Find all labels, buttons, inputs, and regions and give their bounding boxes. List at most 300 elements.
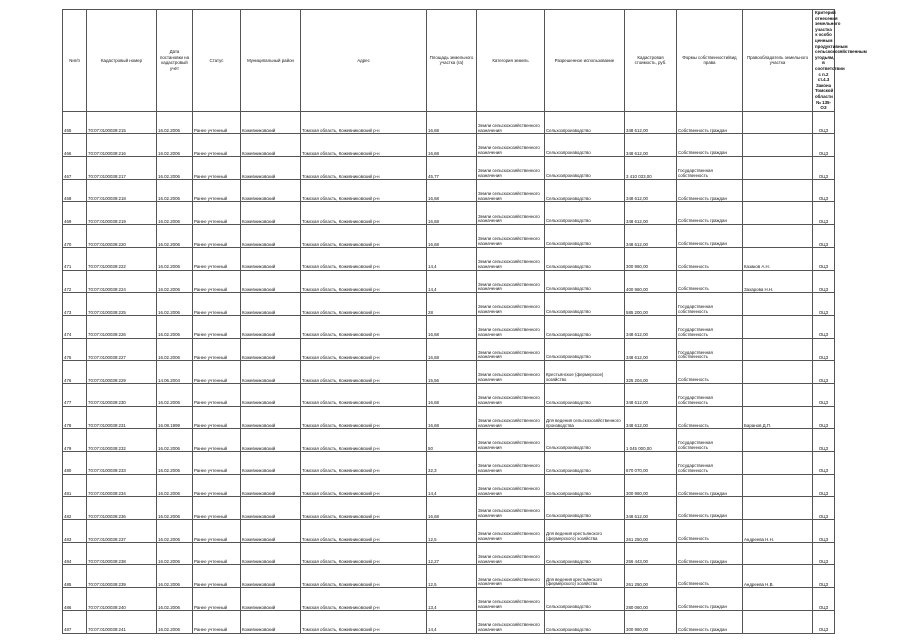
cell-ownership-form: Собственность граждан — [677, 474, 743, 497]
cell-cadastral-number: 70:07:0100039:232 — [87, 429, 157, 452]
cell-valuable-land-criterion: ОЦЗ — [813, 202, 835, 225]
cell-permitted-use: Для ведения крестьянского (фермерского) хозяйства — [545, 520, 625, 543]
cell-permitted-use: Сельхозпроизводство — [545, 225, 625, 248]
cell-registration-date: 16.02.2006 — [157, 315, 193, 338]
cell-right-holder — [743, 542, 813, 565]
cell-permitted-use: Сельхозпроизводство — [545, 270, 625, 293]
cell-district: Кожевниковский — [241, 429, 301, 452]
cell-permitted-use: Сельхозпроизводство — [545, 588, 625, 611]
cell-ownership-form: Собственность граждан — [677, 179, 743, 202]
cell-cadastral-value: 300 960,00 — [625, 610, 677, 633]
cell-land-category: Земли сельскохозяйственного назначения — [477, 157, 545, 180]
cell-address: Томская область, Кожевниковский р-н — [301, 315, 427, 338]
cell-registration-date: 16.02.2006 — [157, 588, 193, 611]
cell-district: Кожевниковский — [241, 588, 301, 611]
cell-address: Томская область, Кожевниковский р-н — [301, 361, 427, 384]
cell-right-holder — [743, 315, 813, 338]
cell-registration-date: 16.02.2006 — [157, 293, 193, 316]
cell-registration-date: 16.02.2006 — [157, 202, 193, 225]
cell-number: 466 — [63, 134, 87, 157]
table-header-row — [63, 10, 835, 112]
cell-valuable-land-criterion: ОЦЗ — [813, 338, 835, 361]
table-row — [63, 610, 835, 633]
cell-district: Кожевниковский — [241, 247, 301, 270]
cell-land-category: Земли сельскохозяйственного назначения — [477, 338, 545, 361]
cell-cadastral-number: 70:07:0100039:236 — [87, 497, 157, 520]
cell-address: Томская область, Кожевниковский р-н — [301, 179, 427, 202]
cell-cadastral-number: 70:07:0100039:226 — [87, 315, 157, 338]
cell-cadastral-number: 70:07:0100039:241 — [87, 610, 157, 633]
cell-valuable-land-criterion: ОЦЗ — [813, 610, 835, 633]
cell-number: 482 — [63, 497, 87, 520]
cell-number: 477 — [63, 383, 87, 406]
cell-area: 14,4 — [427, 270, 477, 293]
cell-area: 16,68 — [427, 111, 477, 134]
cell-address: Томская область, Кожевниковский р-н — [301, 293, 427, 316]
cell-address: Томская область, Кожевниковский р-н — [301, 134, 427, 157]
cell-cadastral-number: 70:07:0100039:229 — [87, 361, 157, 384]
cell-status: Ранее учтенный — [193, 225, 241, 248]
cell-valuable-land-criterion: ОЦЗ — [813, 247, 835, 270]
cell-ownership-form: Собственность граждан — [677, 225, 743, 248]
table-row — [63, 383, 835, 406]
cell-cadastral-value: 348 612,00 — [625, 111, 677, 134]
cell-ownership-form: Государственная собственность — [677, 315, 743, 338]
cell-area: 16,68 — [427, 338, 477, 361]
table-row — [63, 315, 835, 338]
table-row — [63, 429, 835, 452]
cell-number: 476 — [63, 361, 87, 384]
table-row — [63, 270, 835, 293]
cell-area: 16,68 — [427, 202, 477, 225]
cell-address: Томская область, Кожевниковский р-н — [301, 588, 427, 611]
cell-address: Томская область, Кожевниковский р-н — [301, 520, 427, 543]
col-header-land-category: Категория земель — [477, 10, 545, 112]
cell-cadastral-value: 280 060,00 — [625, 588, 677, 611]
cell-land-category: Земли сельскохозяйственного назначения — [477, 610, 545, 633]
cell-address: Томская область, Кожевниковский р-н — [301, 452, 427, 475]
col-header-right-holder: Правообладатель земельного участка — [743, 10, 813, 112]
cell-cadastral-value: 348 612,00 — [625, 383, 677, 406]
cell-valuable-land-criterion: ОЦЗ — [813, 225, 835, 248]
cell-permitted-use: Для ведения сельскохозяйственного производства — [545, 406, 625, 429]
cell-address: Томская область, Кожевниковский р-н — [301, 497, 427, 520]
cell-permitted-use: Сельхозпроизводство — [545, 134, 625, 157]
cell-area: 12,27 — [427, 542, 477, 565]
cell-cadastral-number: 70:07:0100039:216 — [87, 134, 157, 157]
cell-right-holder — [743, 429, 813, 452]
cell-right-holder — [743, 179, 813, 202]
cell-ownership-form: Государственная собственность — [677, 383, 743, 406]
cell-number: 469 — [63, 202, 87, 225]
cell-registration-date: 16.02.2006 — [157, 134, 193, 157]
cell-area: 16,68 — [427, 383, 477, 406]
cell-area: 13,4 — [427, 588, 477, 611]
cell-number: 465 — [63, 111, 87, 134]
cell-status: Ранее учтенный — [193, 520, 241, 543]
cell-ownership-form: Собственность граждан — [677, 497, 743, 520]
cell-address: Томская область, Кожевниковский р-н — [301, 202, 427, 225]
cell-address: Томская область, Кожевниковский р-н — [301, 383, 427, 406]
cell-right-holder: Казаков А.Н. — [743, 247, 813, 270]
table-row — [63, 588, 835, 611]
cell-district: Кожевниковский — [241, 565, 301, 588]
cell-status: Ранее учтенный — [193, 111, 241, 134]
cell-right-holder — [743, 361, 813, 384]
cell-registration-date: 16.02.2006 — [157, 610, 193, 633]
cell-land-category: Земли сельскохозяйственного назначения — [477, 111, 545, 134]
cell-ownership-form: Собственность — [677, 361, 743, 384]
table-row — [63, 202, 835, 225]
cell-status: Ранее учтенный — [193, 406, 241, 429]
cell-permitted-use: Сельхозпроизводство — [545, 179, 625, 202]
table-row — [63, 565, 835, 588]
cell-number: 479 — [63, 429, 87, 452]
cell-right-holder — [743, 293, 813, 316]
table-row — [63, 179, 835, 202]
cell-cadastral-value: 348 612,00 — [625, 406, 677, 429]
cell-area: 16,68 — [427, 315, 477, 338]
cell-registration-date: 16.02.2006 — [157, 520, 193, 543]
cell-district: Кожевниковский — [241, 361, 301, 384]
cell-district: Кожевниковский — [241, 225, 301, 248]
col-header-valuable-land-criterion: Критерий отнесения земельного участка к особо ценным продуктивным сельскохозяйственным угодьям, в соответствии с п.2 ст.4.3 Закона Томской области № 135-ОЗ — [813, 10, 835, 112]
cell-permitted-use: Сельхозпроизводство — [545, 497, 625, 520]
cell-permitted-use: Сельхозпроизводство — [545, 452, 625, 475]
col-header-number: №п/п — [63, 10, 87, 112]
cell-valuable-land-criterion: ОЦЗ — [813, 383, 835, 406]
cell-address: Томская область, Кожевниковский р-н — [301, 111, 427, 134]
cell-cadastral-number: 70:07:0100039:218 — [87, 179, 157, 202]
cell-status: Ранее учтенный — [193, 542, 241, 565]
cell-cadastral-number: 70:07:0100039:219 — [87, 202, 157, 225]
cell-permitted-use: Сельхозпроизводство — [545, 474, 625, 497]
cell-cadastral-number: 70:07:0100039:239 — [87, 565, 157, 588]
land-plots-table — [62, 9, 867, 634]
cell-valuable-land-criterion: ОЦЗ — [813, 542, 835, 565]
cell-area: 16,68 — [427, 134, 477, 157]
cell-valuable-land-criterion: ОЦЗ — [813, 520, 835, 543]
cell-address: Томская область, Кожевниковский р-н — [301, 247, 427, 270]
table-row — [63, 134, 835, 157]
cell-area: 15,56 — [427, 361, 477, 384]
table-row — [63, 406, 835, 429]
cell-land-category: Земли сельскохозяйственного назначения — [477, 520, 545, 543]
cell-status: Ранее учтенный — [193, 315, 241, 338]
cell-district: Кожевниковский — [241, 406, 301, 429]
cell-area: 12,5 — [427, 520, 477, 543]
cell-cadastral-value: 261 250,00 — [625, 520, 677, 543]
cell-cadastral-number: 70:07:0100039:217 — [87, 157, 157, 180]
cell-cadastral-number: 70:07:0100039:234 — [87, 474, 157, 497]
cell-permitted-use: Сельхозпроизводство — [545, 338, 625, 361]
cell-valuable-land-criterion: ОЦЗ — [813, 315, 835, 338]
cell-district: Кожевниковский — [241, 179, 301, 202]
cell-area: 16,68 — [427, 225, 477, 248]
cell-land-category: Земли сельскохозяйственного назначения — [477, 202, 545, 225]
col-header-registration-date: Дата постановки на кадастровый учёт — [157, 10, 193, 112]
cell-number: 472 — [63, 270, 87, 293]
cell-valuable-land-criterion: ОЦЗ — [813, 179, 835, 202]
cell-district: Кожевниковский — [241, 542, 301, 565]
cell-cadastral-value: 325 204,00 — [625, 361, 677, 384]
cell-land-category: Земли сельскохозяйственного назначения — [477, 429, 545, 452]
cell-area: 14,4 — [427, 610, 477, 633]
cell-land-category: Земли сельскохозяйственного назначения — [477, 270, 545, 293]
cell-cadastral-value: 348 612,00 — [625, 225, 677, 248]
cell-land-category: Земли сельскохозяйственного назначения — [477, 134, 545, 157]
col-header-cadastral-number: Кадастровый номер — [87, 10, 157, 112]
cell-permitted-use: Сельхозпроизводство — [545, 383, 625, 406]
cell-cadastral-value: 670 070,00 — [625, 452, 677, 475]
table-row — [63, 157, 835, 180]
cell-registration-date: 16.02.2006 — [157, 338, 193, 361]
cell-area: 50 — [427, 429, 477, 452]
cell-right-holder — [743, 383, 813, 406]
cell-valuable-land-criterion: ОЦЗ — [813, 293, 835, 316]
table-row — [63, 474, 835, 497]
cell-permitted-use: Сельхозпроизводство — [545, 293, 625, 316]
cell-permitted-use: Крестьянское (фермерское) хозяйство — [545, 361, 625, 384]
cell-status: Ранее учтенный — [193, 134, 241, 157]
cell-cadastral-number: 70:07:0100039:240 — [87, 588, 157, 611]
cell-cadastral-value: 300 960,00 — [625, 474, 677, 497]
cell-address: Томская область, Кожевниковский р-н — [301, 610, 427, 633]
cell-ownership-form: Государственная собственность — [677, 338, 743, 361]
cell-ownership-form: Собственность граждан — [677, 134, 743, 157]
cell-district: Кожевниковский — [241, 338, 301, 361]
cell-land-category: Земли сельскохозяйственного назначения — [477, 474, 545, 497]
cell-ownership-form: Собственность — [677, 270, 743, 293]
cell-status: Ранее учтенный — [193, 338, 241, 361]
cell-valuable-land-criterion: ОЦЗ — [813, 134, 835, 157]
cell-right-holder — [743, 225, 813, 248]
cell-valuable-land-criterion: ОЦЗ — [813, 429, 835, 452]
cell-right-holder — [743, 111, 813, 134]
cell-area: 12,5 — [427, 565, 477, 588]
cell-ownership-form: Собственность граждан — [677, 202, 743, 225]
cell-status: Ранее учтенный — [193, 565, 241, 588]
cell-valuable-land-criterion: ОЦЗ — [813, 361, 835, 384]
cell-address: Томская область, Кожевниковский р-н — [301, 406, 427, 429]
cell-ownership-form: Государственная собственность — [677, 429, 743, 452]
cell-number: 480 — [63, 452, 87, 475]
cell-address: Томская область, Кожевниковский р-н — [301, 542, 427, 565]
cell-ownership-form: Собственность — [677, 520, 743, 543]
cell-cadastral-value: 261 250,00 — [625, 565, 677, 588]
cell-registration-date: 16.02.2006 — [157, 225, 193, 248]
col-header-permitted-use: Разрешенное использование — [545, 10, 625, 112]
cell-number: 486 — [63, 588, 87, 611]
cell-district: Кожевниковский — [241, 452, 301, 475]
cell-right-holder: Баранов Д.П. — [743, 406, 813, 429]
col-header-status: Статус — [193, 10, 241, 112]
cell-ownership-form: Собственность граждан — [677, 111, 743, 134]
cell-number: 481 — [63, 474, 87, 497]
cell-right-holder — [743, 588, 813, 611]
cell-land-category: Земли сельскохозяйственного назначения — [477, 452, 545, 475]
cell-area: 32,3 — [427, 452, 477, 475]
cell-cadastral-value: 348 612,00 — [625, 497, 677, 520]
cell-address: Томская область, Кожевниковский р-н — [301, 338, 427, 361]
cell-district: Кожевниковский — [241, 315, 301, 338]
cell-district: Кожевниковский — [241, 134, 301, 157]
col-header-cadastral-value: Кадастровая стоимость, руб. — [625, 10, 677, 112]
cell-number: 478 — [63, 406, 87, 429]
cell-right-holder — [743, 202, 813, 225]
cell-valuable-land-criterion: ОЦЗ — [813, 588, 835, 611]
cell-permitted-use: Для ведения крестьянского (фермерского) хозяйства — [545, 565, 625, 588]
cell-cadastral-value: 300 960,00 — [625, 247, 677, 270]
cell-cadastral-value: 585 200,00 — [625, 293, 677, 316]
cell-district: Кожевниковский — [241, 270, 301, 293]
cell-number: 487 — [63, 610, 87, 633]
cell-ownership-form: Собственность граждан — [677, 588, 743, 611]
cell-number: 484 — [63, 542, 87, 565]
cell-land-category: Земли сельскохозяйственного назначения — [477, 588, 545, 611]
cell-valuable-land-criterion: ОЦЗ — [813, 111, 835, 134]
cell-status: Ранее учтенный — [193, 179, 241, 202]
col-header-ownership-form: Формы собственности/вид права — [677, 10, 743, 112]
table-row — [63, 361, 835, 384]
cell-address: Томская область, Кожевниковский р-н — [301, 270, 427, 293]
cell-ownership-form: Собственность граждан — [677, 542, 743, 565]
cell-permitted-use: Сельхозпроизводство — [545, 247, 625, 270]
cell-area: 14,4 — [427, 474, 477, 497]
cell-district: Кожевниковский — [241, 474, 301, 497]
cell-district: Кожевниковский — [241, 157, 301, 180]
cell-valuable-land-criterion: ОЦЗ — [813, 270, 835, 293]
cell-valuable-land-criterion: ОЦЗ — [813, 452, 835, 475]
cell-cadastral-number: 70:07:0100039:220 — [87, 225, 157, 248]
cell-registration-date: 16.02.2006 — [157, 111, 193, 134]
cell-area: 14,4 — [427, 247, 477, 270]
cell-right-holder — [743, 474, 813, 497]
cell-registration-date: 16.02.2006 — [157, 270, 193, 293]
cell-right-holder: Захарова Н.Н. — [743, 270, 813, 293]
cell-ownership-form: Государственная собственность — [677, 157, 743, 180]
cell-right-holder — [743, 338, 813, 361]
cell-cadastral-value: 348 612,00 — [625, 179, 677, 202]
cell-valuable-land-criterion: ОЦЗ — [813, 565, 835, 588]
cell-registration-date: 16.02.2006 — [157, 429, 193, 452]
cell-land-category: Земли сельскохозяйственного назначения — [477, 293, 545, 316]
cell-cadastral-number: 70:07:0100039:231 — [87, 406, 157, 429]
cell-registration-date: 16.02.2006 — [157, 247, 193, 270]
cell-right-holder — [743, 610, 813, 633]
cell-cadastral-value: 400 960,00 — [625, 270, 677, 293]
col-header-address: Адрес — [301, 10, 427, 112]
cell-cadastral-value: 348 612,00 — [625, 202, 677, 225]
cell-cadastral-value: 1 045 000,00 — [625, 429, 677, 452]
cell-district: Кожевниковский — [241, 497, 301, 520]
cell-area: 16,68 — [427, 179, 477, 202]
cell-address: Томская область, Кожевниковский р-н — [301, 474, 427, 497]
cell-area: 16,68 — [427, 406, 477, 429]
cell-ownership-form: Собственность граждан — [677, 610, 743, 633]
cell-registration-date: 16.02.2006 — [157, 497, 193, 520]
cell-land-category: Земли сельскохозяйственного назначения — [477, 361, 545, 384]
cell-status: Ранее учтенный — [193, 202, 241, 225]
cell-permitted-use: Сельхозпроизводство — [545, 315, 625, 338]
cell-right-holder: Андреева Н.Н. — [743, 520, 813, 543]
cell-cadastral-number: 70:07:0100039:225 — [87, 293, 157, 316]
cell-land-category: Земли сельскохозяйственного назначения — [477, 179, 545, 202]
table-row — [63, 225, 835, 248]
cell-address: Томская область, Кожевниковский р-н — [301, 157, 427, 180]
cell-permitted-use: Сельхозпроизводство — [545, 202, 625, 225]
col-header-area: Площадь земельного участка (га) — [427, 10, 477, 112]
cell-ownership-form: Собственность — [677, 406, 743, 429]
cell-land-category: Земли сельскохозяйственного назначения — [477, 406, 545, 429]
cell-valuable-land-criterion: ОЦЗ — [813, 497, 835, 520]
cell-valuable-land-criterion: ОЦЗ — [813, 406, 835, 429]
cell-number: 467 — [63, 157, 87, 180]
table-row — [63, 542, 835, 565]
cell-ownership-form: Собственность — [677, 565, 743, 588]
cell-registration-date: 16.02.2006 — [157, 565, 193, 588]
cell-land-category: Земли сельскохозяйственного назначения — [477, 542, 545, 565]
cell-status: Ранее учтенный — [193, 474, 241, 497]
cell-land-category: Земли сельскохозяйственного назначения — [477, 497, 545, 520]
cell-permitted-use: Сельхозпроизводство — [545, 542, 625, 565]
cell-status: Ранее учтенный — [193, 497, 241, 520]
col-header-district: Муниципальный район — [241, 10, 301, 112]
cell-ownership-form: Государственная собственность — [677, 452, 743, 475]
cell-land-category: Земли сельскохозяйственного назначения — [477, 565, 545, 588]
cell-area: 16,68 — [427, 497, 477, 520]
cell-cadastral-value: 348 612,00 — [625, 338, 677, 361]
cell-right-holder — [743, 134, 813, 157]
cell-right-holder — [743, 452, 813, 475]
cell-cadastral-number: 70:07:0100039:227 — [87, 338, 157, 361]
cell-cadastral-value: 348 612,00 — [625, 315, 677, 338]
cell-cadastral-value: 3 410 033,00 — [625, 157, 677, 180]
cell-district: Кожевниковский — [241, 111, 301, 134]
cell-number: 475 — [63, 338, 87, 361]
cell-status: Ранее учтенный — [193, 452, 241, 475]
cell-cadastral-number: 70:07:0100039:233 — [87, 452, 157, 475]
cell-registration-date: 16.08.1999 — [157, 406, 193, 429]
cell-cadastral-number: 70:07:0100039:215 — [87, 111, 157, 134]
cell-number: 473 — [63, 293, 87, 316]
cell-status: Ранее учтенный — [193, 361, 241, 384]
cell-ownership-form: Собственность — [677, 247, 743, 270]
cell-status: Ранее учтенный — [193, 429, 241, 452]
cell-number: 474 — [63, 315, 87, 338]
cell-land-category: Земли сельскохозяйственного назначения — [477, 383, 545, 406]
cell-cadastral-number: 70:07:0100039:238 — [87, 542, 157, 565]
cell-cadastral-number: 70:07:0100039:230 — [87, 383, 157, 406]
cell-area: 28 — [427, 293, 477, 316]
table-row — [63, 247, 835, 270]
cell-cadastral-number: 70:07:0100039:237 — [87, 520, 157, 543]
cell-number: 471 — [63, 247, 87, 270]
table-row — [63, 520, 835, 543]
cell-cadastral-value: 348 612,00 — [625, 134, 677, 157]
cell-permitted-use: Сельхозпроизводство — [545, 157, 625, 180]
cell-registration-date: 16.02.2006 — [157, 383, 193, 406]
cell-land-category: Земли сельскохозяйственного назначения — [477, 247, 545, 270]
cell-district: Кожевниковский — [241, 383, 301, 406]
cell-number: 483 — [63, 520, 87, 543]
cell-valuable-land-criterion: ОЦЗ — [813, 474, 835, 497]
cell-number: 470 — [63, 225, 87, 248]
cell-address: Томская область, Кожевниковский р-н — [301, 565, 427, 588]
table-row — [63, 293, 835, 316]
cell-right-holder — [743, 157, 813, 180]
cell-permitted-use: Сельхозпроизводство — [545, 429, 625, 452]
